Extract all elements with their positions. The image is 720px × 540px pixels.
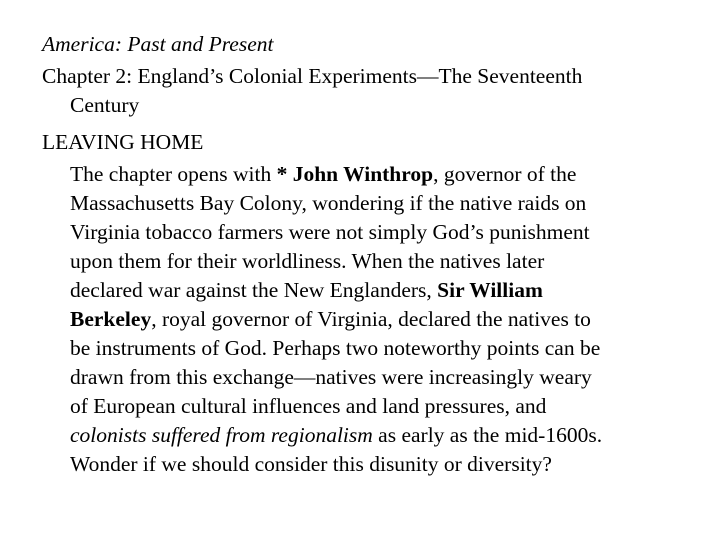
paragraph-line: of European cultural influences and land pressures, and xyxy=(70,394,547,418)
chapter-title-continued: Century xyxy=(70,93,140,117)
chapter-title: Chapter 2: England’s Colonial Experiments—The Seventeenth xyxy=(42,64,583,88)
paragraph-line: The chapter opens with * John Winthrop, governor of the xyxy=(70,162,577,186)
emphasis-john-winthrop: * John Winthrop xyxy=(276,162,434,186)
paragraph-line: be instruments of God. Perhaps two noteworthy points can be xyxy=(70,336,601,360)
emphasis-sir-william: Sir William xyxy=(437,278,543,302)
section-heading: LEAVING HOME xyxy=(42,130,204,154)
paragraph-line: Berkeley, royal governor of Virginia, declared the natives to xyxy=(70,307,591,331)
paragraph-line: colonists suffered from regionalism as early as the mid-1600s. xyxy=(70,423,603,447)
paragraph-line: Wonder if we should consider this disunity or diversity? xyxy=(70,452,552,476)
paragraph-line: Massachusetts Bay Colony, wondering if the native raids on xyxy=(70,191,587,215)
book-title: America: Past and Present xyxy=(42,32,274,56)
paragraph-line: drawn from this exchange—natives were increasingly weary xyxy=(70,365,592,389)
paragraph-line: Virginia tobacco farmers were not simply God’s punishment xyxy=(70,220,590,244)
paragraph-line: upon them for their worldliness. When the natives later xyxy=(70,249,545,273)
body-paragraph xyxy=(70,160,690,479)
emphasis-berkeley: Berkeley xyxy=(70,307,152,331)
paragraph-line: declared war against the New Englanders, Sir William xyxy=(70,278,543,302)
emphasis-regionalism: colonists suffered from regionalism xyxy=(70,423,373,447)
